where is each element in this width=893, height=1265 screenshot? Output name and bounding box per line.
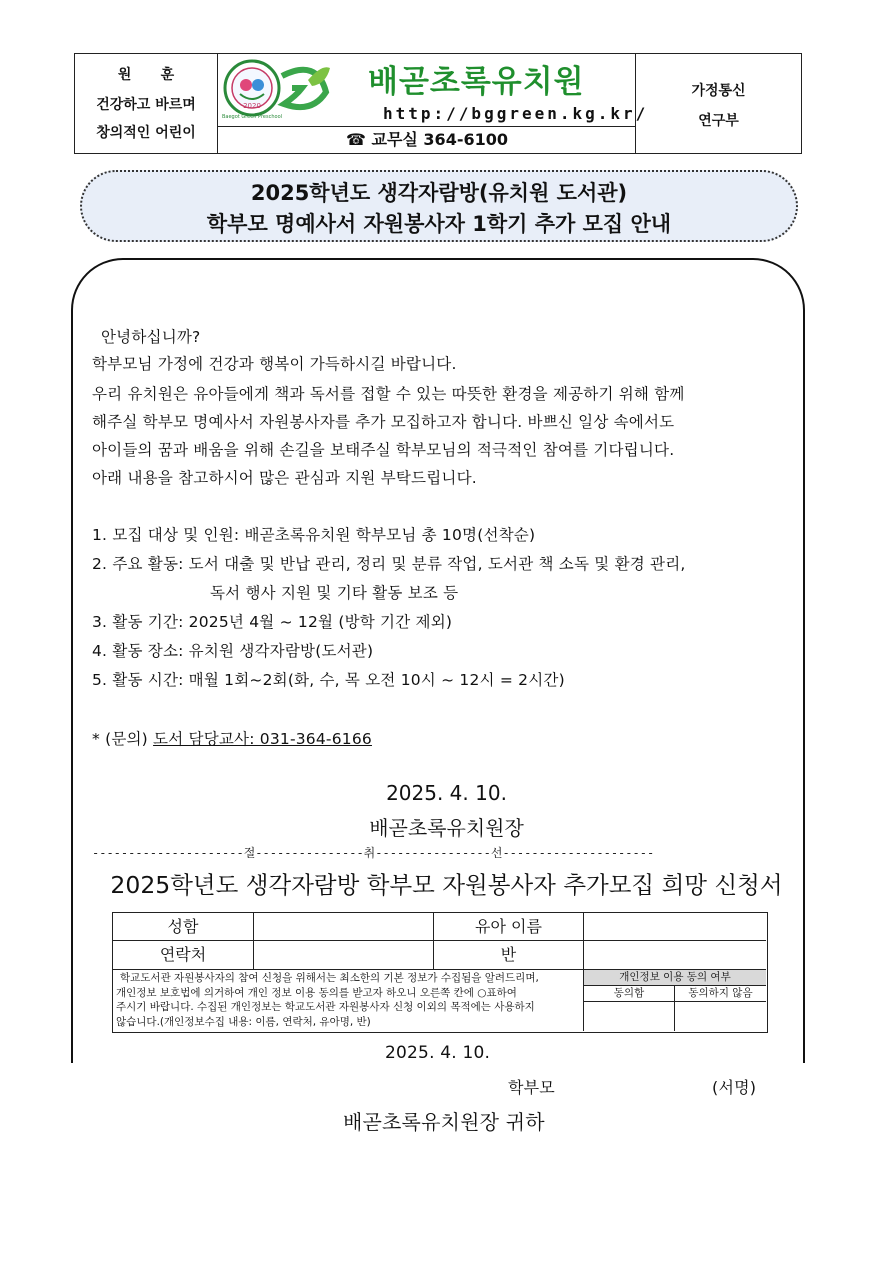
signature-label: (서명) <box>712 1078 757 1097</box>
header-table <box>74 53 802 154</box>
motto-line-2: 창의적인 어린이 <box>96 125 196 141</box>
label-name: 성함 <box>113 913 254 941</box>
list-item-continuation: 독서 행사 지원 및 기타 활동 보조 등 <box>210 584 459 602</box>
contact-value: 도서 담당교사: 031-364-6166 <box>153 730 372 748</box>
title-line-2: 학부모 명예사서 자원봉사자 1학기 추가 모집 안내 <box>206 212 672 236</box>
letter-issuer: 배곧초록유치원장 <box>369 816 524 840</box>
office-phone: ☎ 교무실 364-6100 <box>218 126 636 154</box>
title-banner <box>80 170 798 242</box>
motto-title: 원 훈 <box>117 67 175 83</box>
school-name: 배곧초록유치원 <box>368 64 585 100</box>
paragraph-line-2: 우리 유치원은 유아들에게 책과 독서를 접할 수 있는 따뜻한 환경을 제공하기 위해 함께 <box>92 385 685 403</box>
contact-line <box>92 727 372 749</box>
child-name-field[interactable] <box>584 913 766 941</box>
newsletter-info <box>635 54 801 153</box>
form-date: 2025. 4. 10. <box>385 1043 491 1063</box>
paragraph-line-5: 아래 내용을 참고하시어 많은 관심과 지원 부탁드립니다. <box>92 469 477 487</box>
notice-line-4: 않습니다.(개인정보수집 내용: 이름, 연락처, 유아명, 반) <box>116 1015 371 1028</box>
name-field[interactable] <box>254 913 434 941</box>
newsletter-label: 가정통신 <box>691 83 746 99</box>
notice-line-1: 학교도서관 자원봉사자의 참여 신청을 위해서는 최소한의 기본 정보가 수집됨을 알려드리며, <box>120 972 539 984</box>
contact-prefix: * (문의) <box>92 730 154 748</box>
school-motto <box>75 54 218 153</box>
department-label: 연구부 <box>698 113 739 129</box>
label-child: 유아 이름 <box>434 913 584 941</box>
paragraph-line-4: 아이들의 꿈과 배움을 위해 손길을 보태주실 학부모님의 적극적인 참여를 기다립니다. <box>92 441 675 459</box>
consent-agree-box[interactable] <box>584 1002 675 1031</box>
consent-agree-label: 동의함 <box>584 986 675 1002</box>
parent-label: 학부모 <box>508 1078 555 1097</box>
school-url[interactable]: http://bggreen.kg.kr/ <box>383 104 649 123</box>
paragraph-line-1: 학부모님 가정에 건강과 행복이 가득하시길 바랍니다. <box>92 355 457 373</box>
list-item: 3. 활동 기간: 2025년 4월 ~ 12월 (방학 기간 제외) <box>92 613 453 631</box>
paragraph-line-3: 해주실 학부모 명예사서 자원봉사자를 추가 모집하고자 합니다. 바쁘신 일상 속에서도 <box>92 413 675 431</box>
motto-line-1: 건강하고 바르며 <box>96 97 196 113</box>
title-line-1: 2025학년도 생각자람방(유치원 도서관) <box>250 181 628 205</box>
consent-disagree-box[interactable] <box>675 1002 766 1031</box>
cut-line: ---------------------절---------------취----------------선--------------------- <box>92 846 655 860</box>
list-item: 5. 활동 시간: 매월 1회~2회(화, 수, 목 오전 10시 ~ 12시 = 2시간) <box>92 671 565 689</box>
class-field[interactable] <box>584 941 766 970</box>
list-item: 4. 활동 장소: 유치원 생각자람방(도서관) <box>92 642 374 660</box>
list-item: 1. 모집 대상 및 인원: 배곧초록유치원 학부모님 총 10명(선착순) <box>92 526 536 544</box>
contact-field[interactable] <box>254 941 434 970</box>
consent-header: 개인정보 이용 동의 여부 <box>584 970 766 986</box>
school-logo <box>222 58 332 120</box>
form-title: 2025학년도 생각자람방 학부모 자원봉사자 추가모집 희망 신청서 <box>110 871 783 899</box>
logo-text: Baegot Green Preschool <box>222 114 283 120</box>
consent-disagree-label: 동의하지 않음 <box>675 986 766 1002</box>
list-item: 2. 주요 활동: 도서 대출 및 반납 관리, 정리 및 분류 작업, 도서관 책 소독 및 환경 관리, <box>92 555 686 573</box>
label-contact: 연락처 <box>113 941 254 970</box>
letter-date: 2025. 4. 10. <box>386 781 507 805</box>
notice-line-3: 주시기 바랍니다. 수집된 개인정보는 학교도서관 자원봉사자 신청 이외의 목적에는 사용하지 <box>116 1001 535 1013</box>
recipient: 배곧초록유치원장 귀하 <box>343 1110 545 1134</box>
application-table <box>112 912 768 1033</box>
school-info <box>218 54 649 153</box>
greeting: 안녕하십니까? <box>101 328 201 346</box>
logo-year: 2020 <box>243 102 261 110</box>
notice-line-2: 개인정보 보호법에 의거하여 개인 정보 이용 동의를 받고자 하오니 오른쪽 칸에 ○표하여 <box>116 986 517 999</box>
label-class: 반 <box>434 941 584 970</box>
privacy-notice <box>113 970 584 1031</box>
